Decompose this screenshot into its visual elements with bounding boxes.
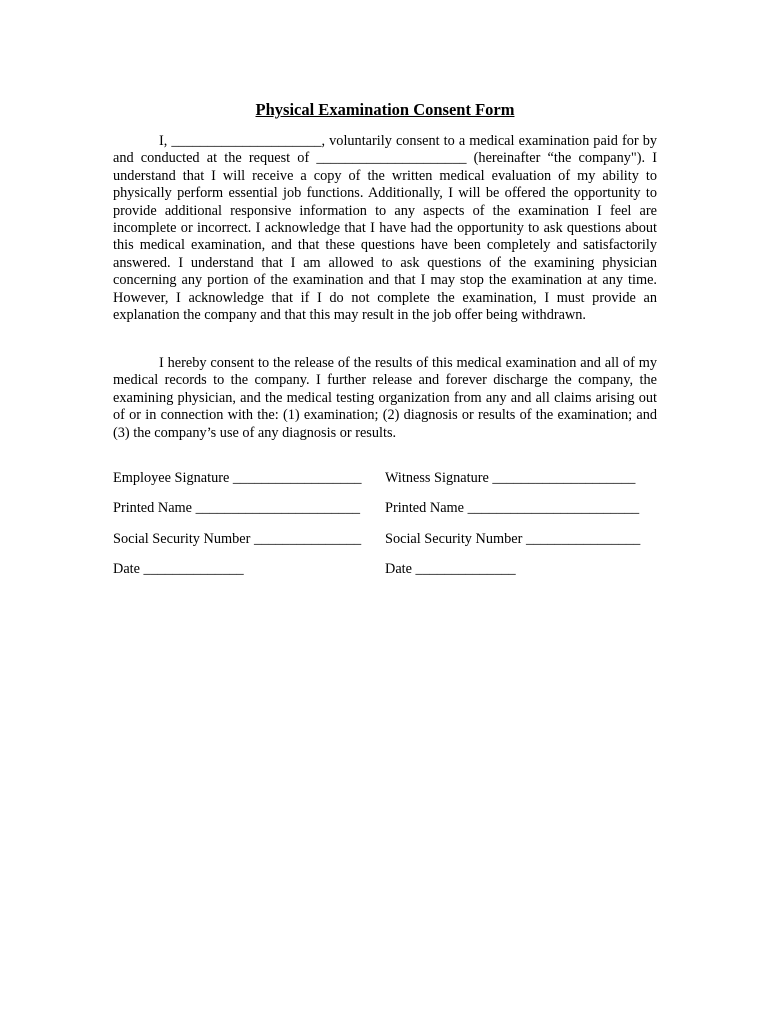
employee-printed-name-field: Printed Name _______________________ [113, 500, 360, 516]
witness-signature-field: Witness Signature ____________________ [385, 470, 636, 486]
consent-paragraph-1: I, _____________________, voluntarily consent to a medical examination paid for by and conducted at the request of _____________________ (hereinafter “the company"). I understand that I will receive a copy of the written medical evaluation of my ability to physically perform essential job functions. Additionally, I will be offered the opportunity to provide additional responsive information to any aspects of the examination I feel are incomplete or incorrect. I acknowledge that I have had the opportunity to ask questions about this medical examination, and that these questions have been completely and satisfactorily answered. I understand that I am allowed to ask questions of the examining physician concerning any portion of the examination and that I may stop the examination at any time. However, I acknowledge that if I do not complete the examination, I must provide an explanation the company and that this may result in the job offer being withdrawn. [113, 133, 657, 324]
witness-date-field: Date ______________ [385, 561, 516, 577]
witness-ssn-field: Social Security Number ________________ [385, 531, 641, 547]
witness-printed-name-field: Printed Name ________________________ [385, 500, 640, 516]
release-paragraph-2: I hereby consent to the release of the results of this medical examination and all of my medical records to the company. I further release and forever discharge the company, the examining physician, and the medical testing organization from any and all claims arising out of or in connection with the: (1) examination; (2) diagnosis or results of the examination; and (3) the company’s use of any diagnosis or results. [113, 355, 657, 441]
document-title: Physical Examination Consent Form [255, 100, 515, 119]
employee-date-field: Date ______________ [113, 561, 244, 577]
employee-signature-field: Employee Signature __________________ [113, 470, 362, 486]
employee-ssn-field: Social Security Number _______________ [113, 531, 362, 547]
